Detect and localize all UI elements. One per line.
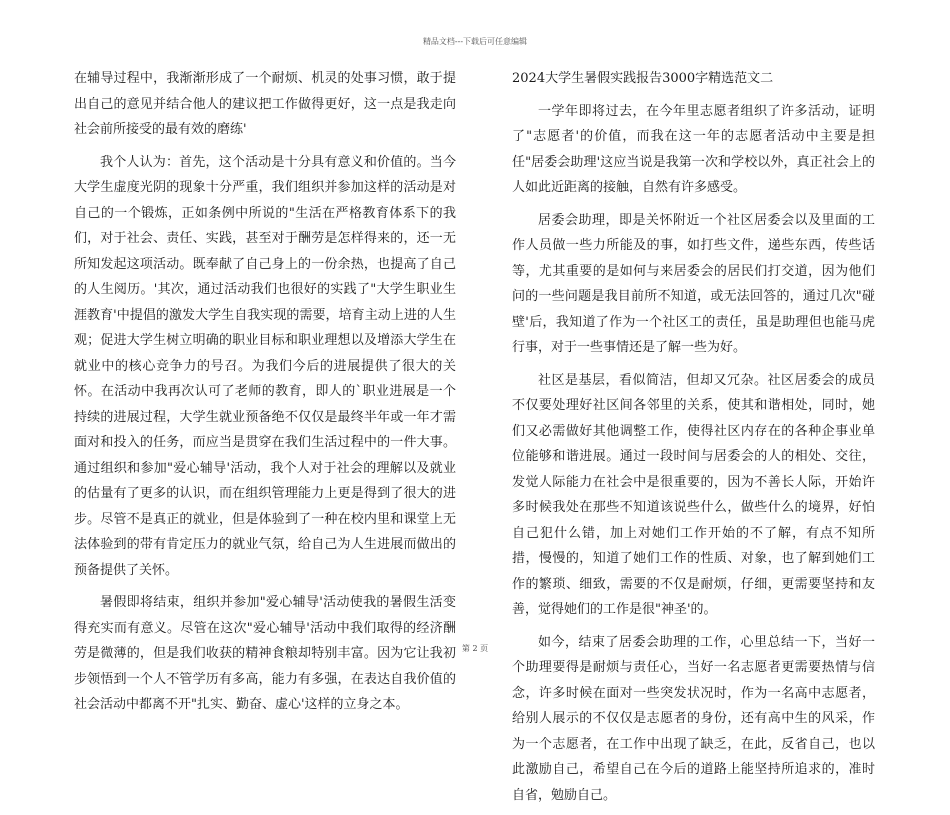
paragraph: 一学年即将过去，在今年里志愿者组织了许多活动，证明了"志愿者'的价值，而我在这一年的志愿者活动中主要是担任"居委会助理'这应当说是我第一次和学校以外，真正社会上的人如此近距离的接触，自然有许多感受。 (512, 103, 875, 195)
paragraph: 我个人认为：首先，这个活动是十分具有意义和价值的。当今大学生虚度光阴的现象十分严重，我们组织并参加这样的活动是对自己的一个锻炼，正如条例中所说的"生活在严格教育体系下的我们，对于社会、责任、实践，甚至对于酬劳是怎样得来的，还一无所知发起这项活动。既奉献了自己身上的一份余热，也提高了自己的人生阅历。'其次，通过活动我们也很好的实践了"大学生职业生涯教育'中提倡的激发大学生自我实现的需要，培育主动上进的人生观；促进大学生树立明确的职业目标和职业理想以及增添大学生在就业中的核心竞争力的号召。为我们今后的进展提供了很大的关怀。在活动中我再次认可了老师的教育，即人的`职业进展是一个持续的进展过程，大学生就业预备绝不仅仅是最终半年或一年才需面对和投入的任务，而应当是贯穿在我们生活过程中的一件大事。通过组织和参加"爱心辅导'活动，我个人对于社会的理解以及就业的估量有了更多的认识，而在组织管理能力上更是得到了很大的进步。尽管不是真正的就业，但是体验到了一种在校内里和课堂上无法体验到的带有肯定压力的就业气氛，给自己为人生进展而做出的预备提供了关怀。 (74, 154, 456, 578)
paragraph: 暑假即将结束，组织并参加"爱心辅导'活动使我的暑假生活变得充实而有意义。尽管在这次"爱心辅导'活动中我们取得的经济酬劳是微薄的，但是我们收获的精神食粮却特别丰富。因为它让我初步领悟到一个人不管学历有多高，能力有多强，在表达自我价值的社会活动中都离不开"扎实、勤奋、虚心'这样的立身之本。 (74, 595, 456, 712)
right-column (512, 66, 875, 815)
paragraph: 在辅导过程中，我渐渐形成了一个耐烦、机灵的处事习惯，敢于提出自己的意见并结合他人的建议把工作做得更好，这一点是我走向社会前所接受的最有效的磨练' (74, 71, 456, 137)
page-number: 第 2 页 (461, 644, 489, 653)
section-title: 2024大学生暑假实践报告3000字精选范文二 (512, 71, 774, 86)
paragraph: 如今，结束了居委会助理的工作，心里总结一下，当好一个助理要得是耐烦与责任心，当好一名志愿者更需要热情与信念，许多时候在面对一些突发状况时，作为一名高中志愿者，给别人展示的不仅仅是志愿者的身份，还有高中生的风采，作为一个志愿者，在工作中出现了缺乏，在此，反省自己，也以此激励自己，希望自己在今后的道路上能坚持所追求的，准时自省，勉励自己。 (512, 634, 875, 803)
page-header: 精品文档---下载后可任意编辑 (422, 37, 528, 46)
left-column (74, 66, 456, 725)
paragraph: 居委会助理，即是关怀附近一个社区居委会以及里面的工作人员做一些力所能及的事，如打些文件，递些东西，传些话等，尤其重要的是如何与来居委会的居民们打交道，因为他们问的一些问题是我目前所不知道，或无法回答的，通过几次"碰壁'后，我知道了作为一个社区工的责任，虽是助理但也能马虎行事，对于一些事情还是了解一些为好。 (512, 212, 875, 355)
paragraph: 社区是基层，看似简洁，但却又冗杂。社区居委会的成员不仅要处理好社区间各邻里的关系，使其和谐相处，同时，她们又必需做好其他调整工作，使得社区内存在的各种企事业单位能够和谐进展。通过一段时间与居委会的人的相处、交往，发觉人际能力在社会中是很重要的，因为不善长人际，开始许多时候我处在那些不知道该说些什么，做些什么的境界，好怕自己犯什么错，加上对她们工作开始的不了解，有点不知所措，慢慢的，知道了她们工作的性质、对象，也了解到她们工作的繁琐、细致，需要的不仅是耐烦，仔细，更需要坚持和友善，觉得她们的工作是很"神圣'的。 (512, 372, 875, 617)
